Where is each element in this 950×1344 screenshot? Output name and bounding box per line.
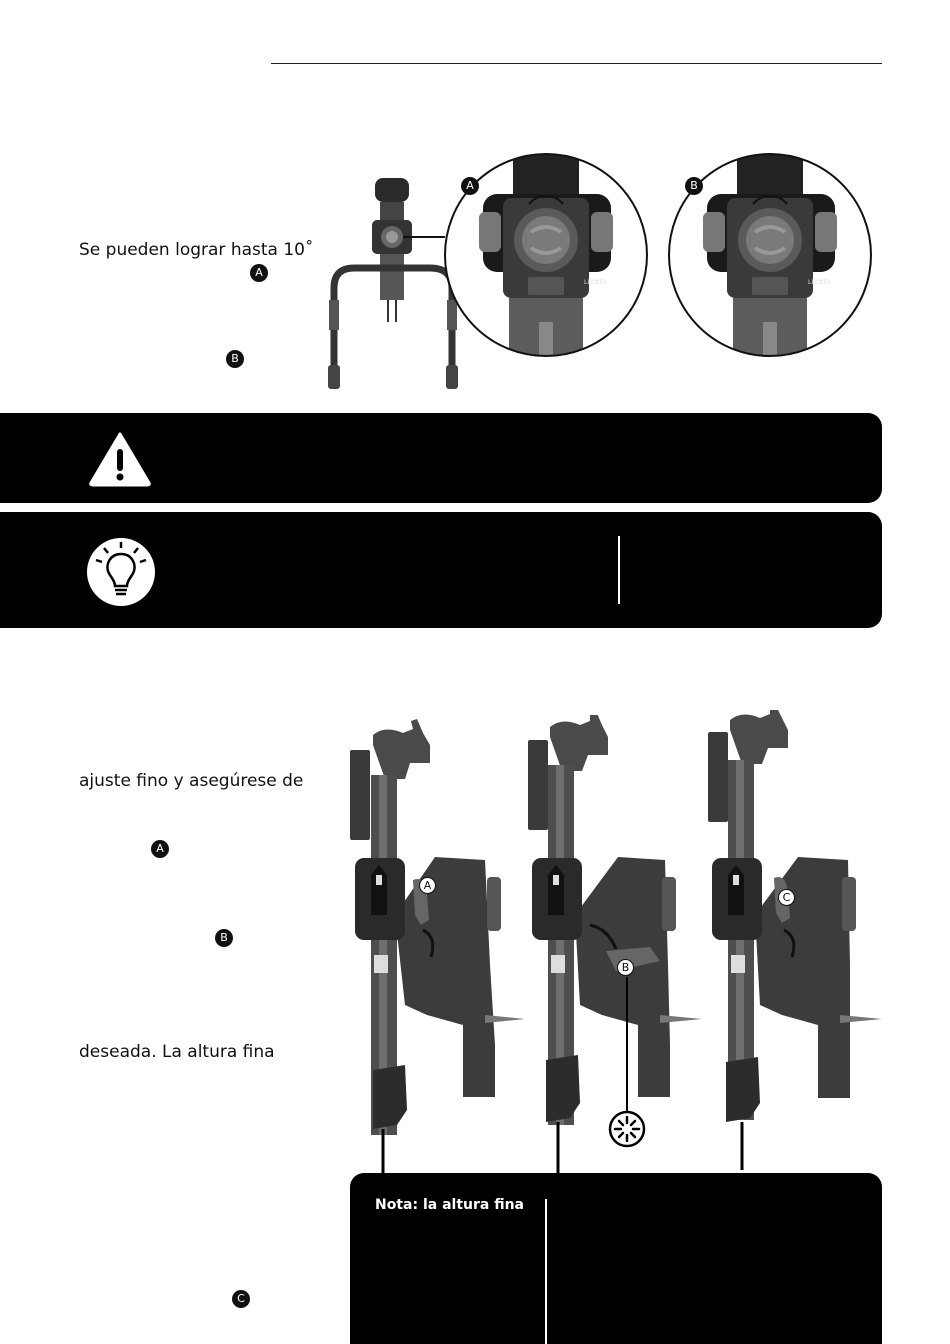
lightbulb-icon xyxy=(84,534,158,608)
height-adjust-step-b xyxy=(520,715,710,1175)
detail-a-brand: LECKEY xyxy=(584,279,607,286)
diagram-label-c: C xyxy=(778,889,795,906)
tip-divider xyxy=(618,536,620,604)
detail-a-label: A xyxy=(461,177,479,195)
section2-marker-a: A xyxy=(151,840,169,858)
loosen-knob-icon xyxy=(607,1109,647,1149)
note-panel xyxy=(350,1173,882,1344)
section2-text-line1: ajuste fino y asegúrese de xyxy=(79,771,304,791)
section1-marker-b: B xyxy=(226,350,244,368)
tip-panel xyxy=(0,512,882,628)
detail-b-brand: LECKEY xyxy=(808,279,831,286)
note-divider xyxy=(545,1199,547,1344)
height-adjust-step-c xyxy=(700,710,890,1170)
warning-triangle-icon xyxy=(88,431,152,487)
height-adjust-step-a xyxy=(345,715,535,1175)
section2-marker-c: C xyxy=(232,1290,250,1308)
section2-text-line2: deseada. La altura fina xyxy=(79,1042,275,1062)
header-rule xyxy=(271,63,882,64)
section2-marker-b: B xyxy=(215,929,233,947)
diagram-label-b: B xyxy=(617,959,634,976)
warning-panel xyxy=(0,413,882,503)
detail-b-label: B xyxy=(685,177,703,195)
diagram-label-a: A xyxy=(419,877,436,894)
section1-marker-a: A xyxy=(250,264,268,282)
section1-text-line: Se pueden lograr hasta 10˚ xyxy=(79,240,314,260)
note-title: Nota: la altura fina xyxy=(375,1197,524,1213)
